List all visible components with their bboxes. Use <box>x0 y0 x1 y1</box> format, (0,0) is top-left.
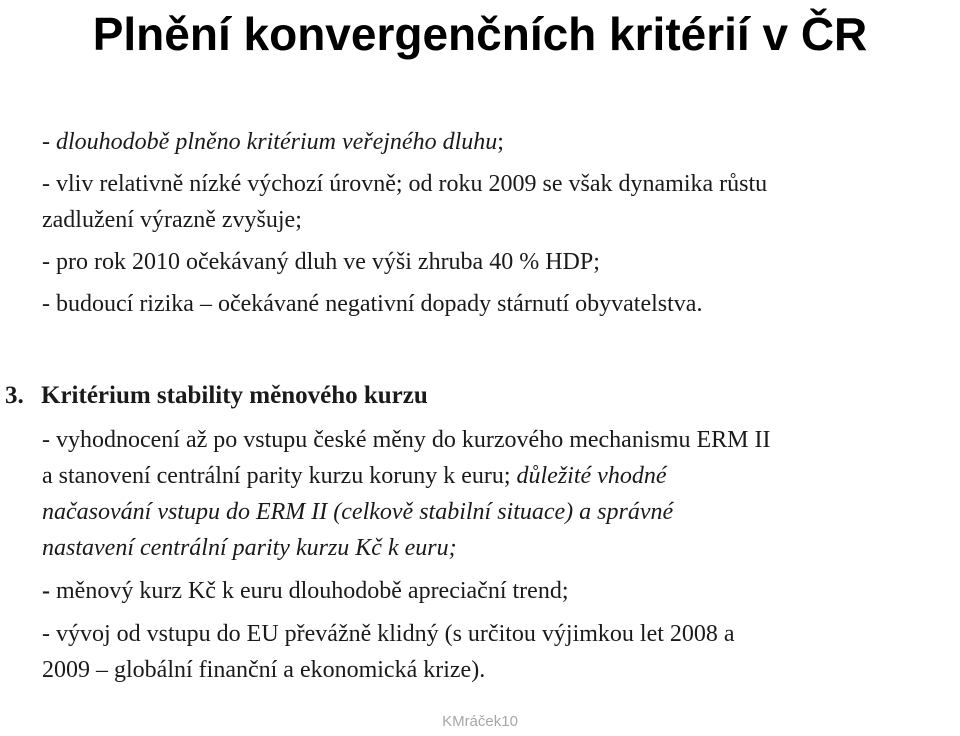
slide-title: Plnění konvergenčních kritérií v ČR <box>92 8 868 60</box>
bullet-eu-development-l1: - vývoj od vstupu do EU převážně klidný (s určitou výjimkou let 2008 a <box>42 621 735 647</box>
bullet-erm-l4 <box>42 530 952 566</box>
bullet-expected-debt: - pro rok 2010 očekávaný dluh ve výši zhruba 40 % HDP; <box>42 249 600 275</box>
bullet-future-risks: - budoucí rizika – očekávané negativní dopady stárnutí obyvatelstva. <box>42 291 703 317</box>
bullet-dash: - <box>42 129 56 155</box>
debt-criterion-text: dlouhodobě plněno kritérium veřejného dluhu <box>56 129 498 155</box>
bullet-erm-l1: - vyhodnocení až po vstupu české měny do kurzového mechanismu ERM II <box>42 427 771 453</box>
bullet-eu-development-l2: 2009 – globální finanční a ekonomická krize). <box>42 657 486 683</box>
bullet-debt-criterion <box>42 124 952 160</box>
bullet-erm-l4-italic: nastavení centrální parity kurzu Kč k euru; <box>42 535 457 561</box>
bullet-appreciation-trend <box>42 573 952 609</box>
bullet-erm-l2 <box>42 458 952 494</box>
section-heading-text: Kritérium stability měnového kurzu <box>41 382 428 409</box>
bullet-dash-bold: - <box>42 578 50 604</box>
bullet-erm-l2-italic: důležité vhodné <box>516 463 667 489</box>
section-heading-exchange-rate <box>5 376 428 416</box>
footer-author: KMráček10 <box>442 713 518 730</box>
section-number: 3. <box>5 382 24 409</box>
debt-criterion-section <box>42 124 952 322</box>
exchange-rate-section <box>42 422 952 688</box>
bullet-initial-level-l1: - vliv relativně nízké výchozí úrovně; od roku 2009 se však dynamika růstu <box>42 171 768 197</box>
bullet-erm-l3-italic: načasování vstupu do ERM II (celkově stabilní situace) a správné <box>42 499 674 525</box>
bullet-punct: ; <box>497 129 504 155</box>
bullet-erm-l3 <box>42 494 952 530</box>
bullet-erm-l2-text: a stanovení centrální parity kurzu koruny k euru; <box>42 463 517 489</box>
bullet-appreciation-text: měnový kurz Kč k euru dlouhodobě apreciační trend; <box>50 578 569 604</box>
bullet-initial-level-l2: zadlužení výrazně zvyšuje; <box>42 207 302 233</box>
